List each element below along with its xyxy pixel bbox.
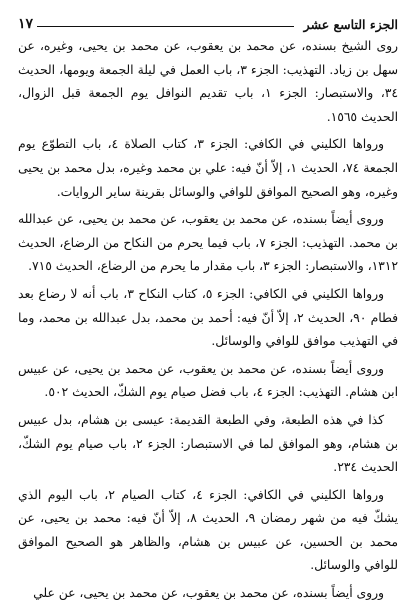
- paragraph: كذا في هذه الطبعة، وفي الطبعة القديمة: عيسى بن هشام، بدل عبيس بن هشام، وهو الموافق لما في الاستبصار: الجزء ٢، باب صيام يوم الشكّ، الحديث ٢٣٤.: [18, 412, 398, 475]
- page-number: ١٧: [18, 16, 34, 32]
- paragraph: وروى أيضاً بسنده، عن محمد بن يعقوب، عن محمد بن يحيى، عن عبدالله بن محمد. التهذيب: الجزء ٧، باب فيما يحرم من النكاح من الرضاع، الحديث ١٣١٢، والاستبصار: الجزء ٣، باب مقدار ما يحرم من الرضاع، الحديث ٧١٥.: [18, 212, 398, 274]
- page-body: [18, 35, 398, 606]
- header-rule: [37, 26, 294, 27]
- running-title: الجزء التاسع عشر: [303, 17, 398, 32]
- page-header: [18, 10, 398, 32]
- paragraph: وروى أيضاً بسنده، عن محمد بن يعقوب، عن محمد بن يحيى، عن عبيس ابن هشام. التهذيب: الجزء ٤، باب فضل صيام يوم الشكّ، الحديث ٥٠٢.: [18, 361, 398, 400]
- paragraph: روى الشيخ بسنده، عن محمد بن يعقوب، عن محمد بن يحيى، وغيره، عن سهل بن زياد. التهذيب: الجزء ٣، باب العمل في ليلة الجمعة ويومها، الحديث ٣٤، والاستبصار: الجزء ١، باب تقديم النوافل يوم الجمعة قبل الزوال، الحديث ١٥٦٥.: [18, 39, 398, 124]
- paragraph: ورواها الكليني في الكافي: الجزء ٣، كتاب الصلاة ٤، باب التطوّع يوم الجمعة ٧٤، الحديث ١، إلاّ أنّ فيه: علي بن محمد وغيره، بدل محمد بن يحيى وغيره، وهو الصحيح الموافق للوافي والوسائل بقرينة ساير الروايات.: [18, 137, 398, 199]
- paragraph: ورواها الكليني في الكافي: الجزء ٥، كتاب النكاح ٣، باب أنه لا رضاع بعد فطام ٩٠، الحديث ٢، إلاّ أنّ فيه: أحمد بن محمد، بدل عبدالله بن محمد، وما في التهذيب موافق للوافي والوسائل.: [18, 286, 398, 349]
- paragraph: ورواها الكليني في الكافي: الجزء ٤، كتاب الصيام ٢، باب اليوم الذي يشكّ فيه من شهر رمضان ٩، الحديث ٨، إلاّ أنّ فيه: محمد بن يحيى، عن محمد بن الحسين، عن عبيس بن هشام، والظاهر هو الصحيح الموافق للوافي والوسائل.: [18, 487, 399, 573]
- paragraph: وروى أيضاً بسنده، عن محمد بن يعقوب، عن محمد بن يحيى، عن علي: [33, 586, 384, 601]
